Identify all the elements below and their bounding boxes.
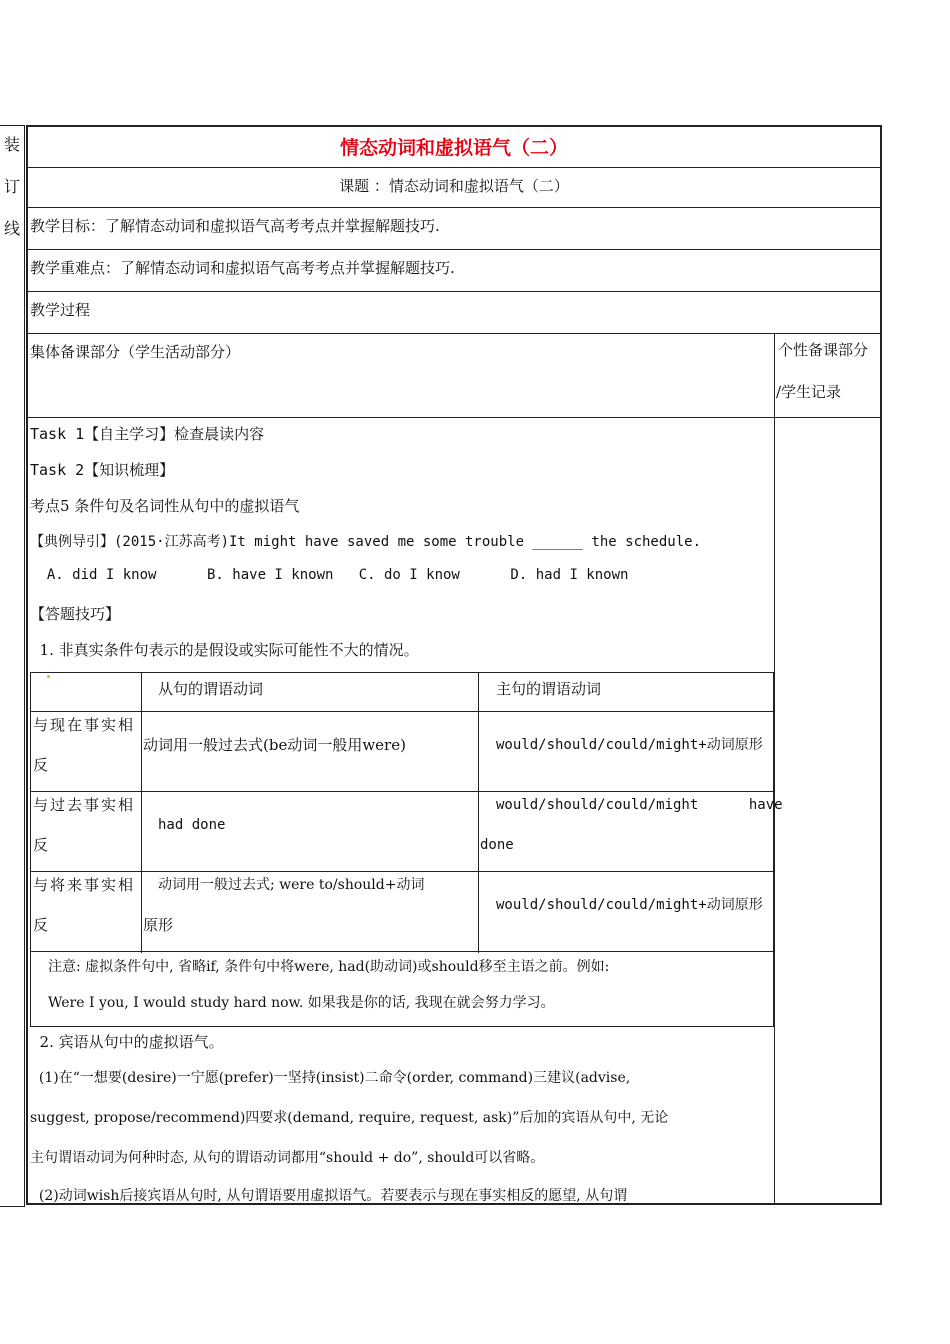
tips-heading: 【答题技巧】 [30,605,121,623]
prep-row [28,333,880,418]
section2-p1-line2: suggest, propose/recommend)四要求(demand, require, request, ask)”后加的宾语从句中, 无论 [30,1110,669,1126]
key-points-row [28,249,880,292]
teaching-key-points: 教学重难点：了解情态动词和虚拟语气高考考点并掌握解题技巧. [30,259,455,277]
topic-row [28,167,880,208]
process-row [28,291,880,334]
row3-clause-1: 动词用一般过去式; were to/should+动词 [158,877,425,893]
row1-clause: 动词用一般过去式(be动词一般用were) [143,736,406,754]
header-clause-verb: 从句的谓语动词 [158,680,264,698]
table-vline-2 [478,673,479,953]
task2-text: Task 2【知识梳理】 [30,461,175,479]
row1-main: would/should/could/might+动词原形 [496,737,763,753]
personal-prep-label-1: 个性备课部分 [778,341,869,359]
binding-char-2: 订 [3,177,20,196]
table-vline-1 [141,673,142,953]
goal-row [28,207,880,250]
example-question: 【典例导引】(2015·江苏高考)It might have saved me some trouble ______ the schedule. [30,534,702,550]
row3-label-1: 与将来事实相 [33,876,136,894]
kaodian-line: 考点5 条件句及名词性从句中的虚拟语气 [30,497,300,515]
section2-p1-line1: (1)在“一想要(desire)一宁愿(prefer)一坚持(insist)二命令(order, command)三建议(advise, [30,1070,631,1086]
conditional-table [30,672,783,1027]
row2-main-2: done [480,837,514,853]
note-line-1: 注意: 虚拟条件句中, 省略if, 条件句中将were, had(助动词)或should移至主语之前。例如: [48,959,610,975]
section2-p2-line1: (2)动词wish后接宾语从句时, 从句谓语要用虚拟语气。若要表示与现在事实相反的愿望, 从句谓 [30,1188,628,1204]
point-1: 1. 非真实条件句表示的是假设或实际可能性不大的情况。 [30,641,419,659]
note-line-2: Were I you, I would study hard now. 如果我是你的话, 我现在就会努力学习。 [48,995,555,1011]
page-title: 情态动词和虚拟语气（二） [339,137,568,159]
row3-label-2: 反 [33,916,49,934]
answer-options: A. did I know B. have I known C. do I know D. had I known [30,567,629,583]
row1-label-2: 反 [33,756,49,774]
task1-text: Task 1【自主学习】检查晨读内容 [30,425,265,443]
group-prep-label: 集体备课部分（学生活动部分） [30,343,241,361]
teaching-goal: 教学目标：了解情态动词和虚拟语气高考考点并掌握解题技巧. [30,217,440,235]
section2-p1-line3: 主句谓语动词为何种时态, 从句的谓语动词都用“should + do”, should可以省略。 [30,1150,545,1166]
section2-title: 2. 宾语从句中的虚拟语气。 [30,1033,224,1051]
topic-text: 课题 ：情态动词和虚拟语气（二） [339,177,569,195]
header-main-verb: 主句的谓语动词 [496,680,602,698]
table-hline-1 [31,711,773,712]
row2-clause: had done [158,817,226,833]
task1-line [30,423,264,444]
teaching-process: 教学过程 [30,301,91,319]
task2-line [30,459,174,480]
binding-char-3: 线 [3,219,20,238]
row3-clause-2: 原形 [143,916,174,934]
row2-main-1: would/should/could/might have [496,797,783,813]
column-divider [774,333,775,1205]
binding-margin [0,125,25,1207]
row2-label-2: 反 [33,836,49,854]
personal-prep-label-2: /学生记录 [776,383,842,401]
row2-label-1: 与过去事实相 [33,796,136,814]
title-row [28,127,880,168]
decor-dot [47,675,50,678]
row3-main: would/should/could/might+动词原形 [496,897,763,913]
binding-char-1: 装 [3,135,20,154]
row1-label-1: 与现在事实相 [33,716,136,734]
lesson-plan-table [26,125,882,1205]
